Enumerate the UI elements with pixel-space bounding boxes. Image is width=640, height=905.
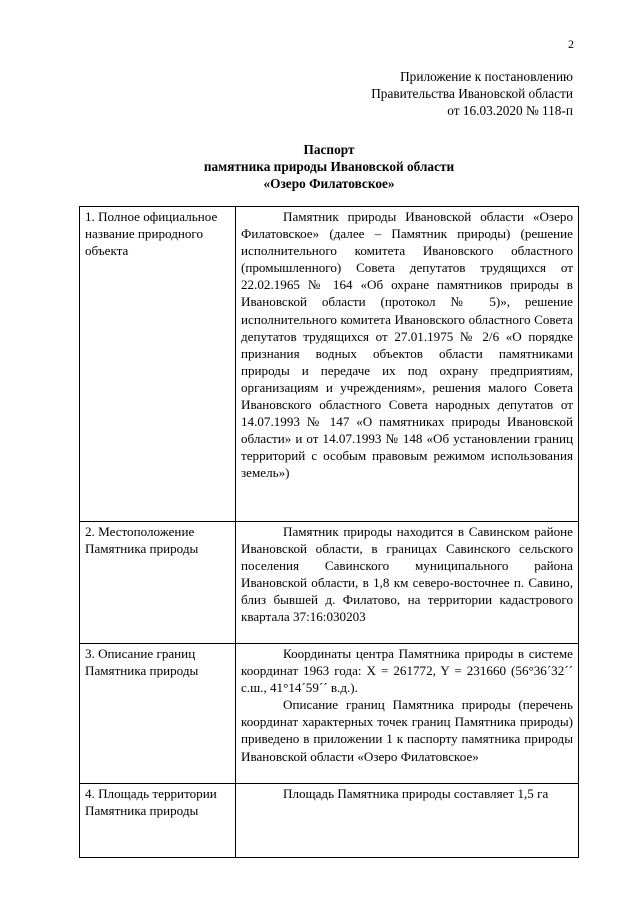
value-paragraph: Координаты центра Памятника природы в системе координат 1963 года: X = 261772, Y = 231660 (56°36´32´´ с.ш., 41°14´59´´ в.д.).: [241, 646, 573, 696]
table-row: [80, 207, 579, 522]
title-line: «Озеро Филатовское»: [263, 176, 395, 191]
row-value: [236, 522, 579, 644]
page-number: 2: [568, 37, 574, 51]
attachment-note: [371, 68, 573, 119]
row-label: 2. Местоположение Памятника природы: [80, 522, 236, 644]
table-row: [80, 522, 579, 644]
value-paragraph: Площадь Памятника природы составляет 1,5 га: [283, 786, 549, 801]
row-label: 3. Описание границ Памятника природы: [80, 644, 236, 784]
document-title: [80, 141, 578, 192]
row-value: [236, 207, 579, 522]
title-line: Паспорт: [303, 142, 355, 157]
row-value: [236, 644, 579, 784]
table-row: [80, 644, 579, 784]
table-row: [80, 784, 579, 858]
attachment-line: Приложение к постановлению: [400, 69, 573, 84]
value-paragraph: Памятник природы Ивановской области «Озеро Филатовское» (далее – Памятник природы) (решение исполнительного комитета Ивановского областного (промышленного) Совета депутатов трудящихся от 22.02.1965 № 164 «Об охране памятников природы в Ивановской области (протокол № 5)», решение исполнительного комитета Ивановского областного Совета депутатов трудящихся от 27.01.1975 № 2/6 «О порядке признания водных объектов области памятниками природы и передаче их под охрану предприятиям, организациям и учреждениям», решения малого Совета Ивановского областного Совета народных депутатов от 14.07.1993 № 147 «О памятниках природы Ивановской области» и от 14.07.1993 № 148 «Об установлении границ территорий с особым правовым режимом использования земель»): [241, 209, 573, 481]
attachment-line: от 16.03.2020 № 118-п: [447, 103, 573, 118]
row-label: 1. Полное официальное название природного объекта: [80, 207, 236, 522]
passport-table: [79, 206, 579, 858]
row-label: 4. Площадь территории Памятника природы: [80, 784, 236, 858]
attachment-line: Правительства Ивановской области: [371, 86, 573, 101]
title-line: памятника природы Ивановской области: [203, 159, 455, 174]
value-paragraph: Памятник природы находится в Савинском районе Ивановской области, в границах Савинского сельского поселения Савинского муниципального района Ивановской области, в 1,8 км северо-восточнее п. Савино, близ бывшей д. Филатово, на территории кадастрового квартала 37:16:030203: [241, 524, 573, 625]
row-value: [236, 784, 579, 858]
value-paragraph: Описание границ Памятника природы (перечень координат характерных точек границ Памятника природы) приведено в приложении 1 к паспорту памятника природы Ивановской области «Озеро Филатовское»: [241, 697, 573, 764]
